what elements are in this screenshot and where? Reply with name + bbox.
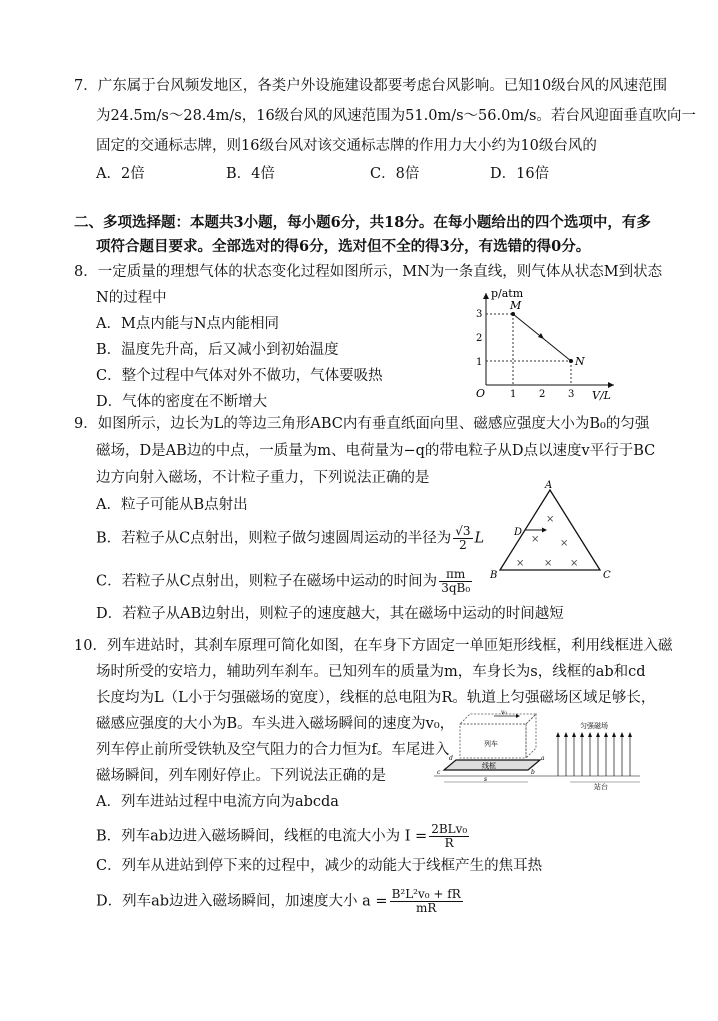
- q8-ytick-3: 3: [476, 309, 483, 320]
- q9-option-c-fraction: $\frac{\pi m}{\text{3qB₀}}$: [441, 567, 471, 595]
- q8-origin: O: [476, 387, 486, 400]
- q8-point-m: [511, 312, 515, 316]
- q9-line2: 磁场，D是AB边的中点，一质量为m、电荷量为−q的带电粒子从D点以速度v平行于BC: [96, 443, 656, 459]
- q10-option-b: B．列车ab边进入磁场瞬间，线框的电流大小为 I = $\frac{\text{2BLv₀}}{R}$: [96, 822, 468, 850]
- q8-option-a: A．M点内能与N点内能相同: [96, 316, 280, 332]
- q8-xtick-2: 2: [539, 389, 546, 400]
- q9-label-d: D: [514, 527, 523, 538]
- q9-field-x5: ×: [544, 558, 553, 569]
- q9-number: 9．: [74, 416, 98, 432]
- q10-line1: 10．列车进站时，其刹车原理可简化如图，在车身下方固定一单匝矩形线框，利用线框进入磁: [74, 638, 673, 654]
- q10-train-side: [526, 714, 536, 758]
- q9-label-a: A: [545, 480, 553, 491]
- q9-field-x2: ×: [531, 534, 540, 545]
- q8-xtick-1: 1: [510, 389, 517, 400]
- q8-y-label: p/atm: [491, 287, 524, 300]
- q10-v0-arrowhead: [516, 714, 520, 718]
- q10-option-d-fraction: $\frac{\text{B²L²v₀ + fR}}{mR}$: [391, 887, 461, 915]
- q10-option-a: A．列车进站过程中电流方向为abcda: [96, 794, 339, 810]
- q10-v0-label: v₀: [501, 710, 507, 716]
- q10-train-figure: [430, 710, 645, 790]
- q10-option-b-fraction: $\frac{\text{2BLv₀}}{R}$: [431, 822, 468, 850]
- q8-pv-graph: [466, 285, 626, 405]
- q7-line3: 固定的交通标志牌，则16级台风对该交通标志牌的作用力大小约为10级台风的: [96, 138, 597, 154]
- q8-x-label: V/L: [592, 389, 611, 402]
- q9-field-x6: ×: [570, 558, 579, 569]
- section2-header-line1: 二、多项选择题：本题共3小题，每小题6分，共18分。在每小题给出的四个选项中，有多: [74, 214, 651, 231]
- section2-header-line2: 项符合题目要求。全部选对的得6分，选对但不全的得3分，有选错的得0分。: [96, 238, 591, 255]
- q10-line2: 场时所受的安培力，辅助列车刹车。已知列车的质量为m，车身长为s，线框的ab和cd: [96, 664, 646, 680]
- q10-corner-b: b: [531, 769, 535, 776]
- q7-line1: 7．广东属于台风频发地区，各类户外设施建设都要考虑台风影响。已知10级台风的风速范围: [74, 78, 668, 94]
- q10-corner-d: d: [449, 755, 453, 762]
- q9-option-b-fraction: $\frac{√3}{2}$: [455, 524, 471, 552]
- q9-triangle-figure: [486, 478, 616, 588]
- q9-label-b: B: [490, 570, 498, 581]
- q8-option-d: D．气体的密度在不断增大: [96, 394, 268, 410]
- q10-line6: 磁场瞬间，列车刚好停止。下列说法正确的是: [96, 768, 386, 784]
- q9-velocity-arrowhead: [542, 528, 547, 533]
- q8-xtick-3: 3: [568, 389, 575, 400]
- q7-option-d: D．16倍: [490, 166, 550, 182]
- q9-field-x3: ×: [560, 538, 569, 549]
- q9-option-c: C．若粒子从C点射出，则粒子在磁场中运动的时间为 $\frac{\pi m}{\text{3qB₀}}$: [96, 567, 471, 595]
- q9-line3: 边方向射入磁场，不计粒子重力，下列说法正确的是: [96, 470, 430, 486]
- q10-number: 10．: [74, 638, 107, 654]
- q10-platform-label: 站台: [594, 783, 608, 790]
- q7-option-a: A．2倍: [96, 166, 145, 182]
- q7-option-b: B．4倍: [226, 166, 275, 182]
- q8-mn-arrow: [538, 333, 544, 339]
- q10-line4: 磁感应强度的大小为B。车头进入磁场瞬间的速度为v₀，: [96, 716, 455, 732]
- q10-frame-label: 线框: [482, 762, 496, 770]
- q9-line1: 9．如图所示，边长为L的等边三角形ABC内有垂直纸面向里、磁感应强度大小为B₀的匀强: [74, 416, 650, 432]
- q10-train-top: [460, 714, 536, 724]
- q10-field-label: 匀强磁场: [580, 722, 608, 730]
- q9-option-a: A．粒子可能从B点射出: [96, 497, 248, 513]
- q8-option-b: B．温度先升高，后又减小到初始温度: [96, 342, 339, 358]
- q10-train-label: 列车: [484, 740, 498, 748]
- q10-option-c: C．列车从进站到停下来的过程中，减少的动能大于线框产生的焦耳热: [96, 858, 543, 874]
- q9-label-c: C: [603, 570, 611, 581]
- q8-label-n: N: [575, 355, 585, 368]
- q9-option-d: D．若粒子从AB边射出，则粒子的速度越大，其在磁场中运动的时间越短: [96, 606, 564, 622]
- q7-line2: 为24.5m/s～28.4m/s，16级台风的风速范围为51.0m/s～56.0m/s。若台风迎面垂直吹向一: [96, 108, 696, 124]
- q10-corner-c: c: [437, 769, 441, 776]
- q8-line1: 8．一定质量的理想气体的状态变化过程如图所示，MN为一条直线，则气体从状态M到状态: [74, 264, 663, 280]
- q10-line5: 列车停止前所受铁轨及空气阻力的合力恒为f。车尾进入: [96, 742, 450, 758]
- q10-s-label: s: [484, 776, 488, 783]
- q8-number: 8．: [74, 264, 98, 280]
- q10-field-arrows: [558, 736, 630, 776]
- q9-option-b: B．若粒子从C点射出，则粒子做匀速圆周运动的半径为 $\frac{√3}{2}$ L: [96, 524, 485, 552]
- q8-label-m: M: [510, 299, 522, 312]
- q9-field-x4: ×: [516, 558, 525, 569]
- q8-ytick-2: 2: [476, 333, 483, 344]
- q10-option-d: D．列车ab边进入磁场瞬间，加速度大小 a = $\frac{\text{B²L²v₀ + fR}}{mR}$: [96, 887, 461, 915]
- q7-number: 7．: [74, 78, 98, 94]
- q8-ytick-1: 1: [476, 357, 483, 368]
- q8-line2: N的过程中: [96, 290, 167, 306]
- q7-option-c: C．8倍: [370, 166, 420, 182]
- q10-corner-a: a: [541, 755, 545, 762]
- q8-point-n: [569, 359, 573, 363]
- q10-field-arrowheads: [556, 732, 632, 737]
- q8-option-c: C．整个过程中气体对外不做功，气体要吸热: [96, 368, 383, 384]
- q10-line3: 长度均为L（L小于匀强磁场的宽度），线框的总电阻为R。轨道上匀强磁场区域足够长，: [96, 690, 656, 706]
- q9-field-x1: ×: [546, 514, 555, 525]
